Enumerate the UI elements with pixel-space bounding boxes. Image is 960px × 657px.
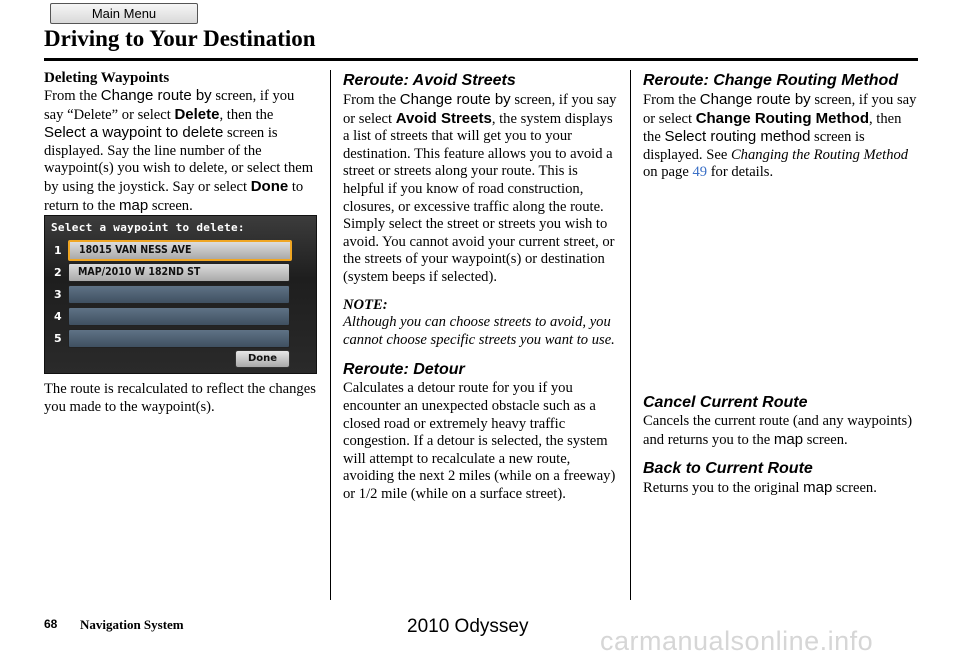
text: From the xyxy=(44,88,101,104)
slot-text: 18015 VAN NESS AVE xyxy=(79,244,192,256)
text: screen. xyxy=(803,431,848,448)
title-rule xyxy=(44,58,918,61)
recalculated-text: The route is recalculated to reflect the changes you made to the waypoint(s). xyxy=(44,381,316,415)
button-term: Delete xyxy=(174,105,220,123)
page-title: Driving to Your Destination xyxy=(44,26,316,51)
button-term: Change Routing Method xyxy=(695,109,869,127)
screen-term: map xyxy=(118,196,149,214)
waypoint-slot-1[interactable] xyxy=(68,240,292,261)
column-2 xyxy=(343,70,621,503)
slot-number: 4 xyxy=(54,310,62,323)
text: From the xyxy=(343,92,400,108)
note-label: NOTE: xyxy=(343,296,388,313)
detour-heading: Reroute: Detour xyxy=(343,361,465,379)
screen-term: Change route by xyxy=(399,91,511,108)
screen-term: map xyxy=(773,430,804,448)
cross-reference: Changing the Routing Method xyxy=(730,146,909,163)
waypoint-slot-5[interactable] xyxy=(68,329,290,348)
waypoint-slot-2[interactable] xyxy=(68,263,290,282)
screen-term: Change route by xyxy=(100,87,212,104)
model-watermark: 2010 Odyssey xyxy=(407,616,529,637)
footer-section-title: Navigation System xyxy=(80,617,184,632)
site-watermark: carmanualsonline.info xyxy=(600,626,874,656)
cancel-route-text xyxy=(643,413,919,449)
change-routing-method-heading: Reroute: Change Routing Method xyxy=(643,72,899,89)
screen-term: Select a waypoint to delete xyxy=(44,124,224,142)
column-divider xyxy=(630,70,631,600)
screen-term: map xyxy=(803,479,833,497)
main-menu-button[interactable]: Main Menu xyxy=(50,3,198,24)
detour-text: Calculates a detour route for you if you encounter an unexpected obstacle such as a closed road or extremely heavy traffic congestion. If a detour is selected, the system will attempt to recalculate a new route, avoiding the next 2 miles (while on a freeway) or 1/2 mile (while on a surface street). xyxy=(343,380,616,502)
back-to-route-text xyxy=(643,479,919,498)
slot-number: 3 xyxy=(54,288,62,301)
text: for details. xyxy=(707,164,774,181)
change-routing-method-text xyxy=(643,91,919,182)
slot-number: 1 xyxy=(54,244,62,257)
text: screen, if you say “Delete” or select xyxy=(44,88,295,123)
page-link[interactable]: 49 xyxy=(692,164,708,181)
cancel-route-heading: Cancel Current Route xyxy=(643,394,808,411)
column-3 xyxy=(643,70,919,497)
screen-term: Select routing method xyxy=(664,128,811,146)
page-number: 68 xyxy=(44,617,58,631)
text: Returns you to the original xyxy=(643,480,804,497)
column-divider xyxy=(330,70,331,600)
text: Cancels the current route (and any waypoints) and returns you to the xyxy=(643,413,913,448)
text: , the system displays a list of streets that will get you to your destination. This feature allows you to avoid a street or streets along your route. This is helpful if you know of road construction, closures, or excessive traffic along the route. Simply select the street or streets you wish to avoid. You cannot avoid your current street, or the streets of your waypoint(s) or destination (system beeps if selected). xyxy=(343,110,615,285)
text: , then the xyxy=(219,106,274,123)
text: screen. xyxy=(832,480,877,497)
deleting-waypoints-text xyxy=(44,87,316,215)
button-term: Done xyxy=(250,177,289,195)
avoid-streets-heading: Reroute: Avoid Streets xyxy=(343,72,516,89)
button-term: Avoid Streets xyxy=(395,109,492,127)
screen-title: Select a waypoint to delete: xyxy=(51,221,245,234)
text: screen, if you say or select xyxy=(643,92,917,127)
waypoint-slot-3[interactable] xyxy=(68,285,290,304)
text: From the xyxy=(643,92,700,108)
text: screen. xyxy=(148,197,193,214)
text: screen is displayed. Say the line number of the waypoint(s) you wish to delete, or select them by using the joystick. Say or select xyxy=(44,125,314,195)
screen-term: Change route by xyxy=(699,91,811,108)
avoid-streets-text xyxy=(343,91,621,287)
text: screen, if you say or select xyxy=(343,92,617,127)
done-button[interactable]: Done xyxy=(235,350,290,368)
text: on page xyxy=(643,164,693,181)
waypoint-slot-4[interactable] xyxy=(68,307,290,326)
waypoint-delete-screen xyxy=(44,215,317,374)
text: to return to the xyxy=(44,178,304,214)
text: screen is displayed. See xyxy=(643,129,865,163)
slot-number: 2 xyxy=(54,266,62,279)
back-to-route-heading: Back to Current Route xyxy=(643,460,813,478)
slot-text: MAP/2010 W 182ND ST xyxy=(78,266,201,278)
cancel-route-section xyxy=(643,392,919,498)
note-text: Although you can choose streets to avoid, you cannot choose specific streets you want to use. xyxy=(343,314,615,348)
slot-number: 5 xyxy=(54,332,62,345)
text: , then the xyxy=(643,110,902,146)
deleting-waypoints-heading: Deleting Waypoints xyxy=(44,70,170,86)
